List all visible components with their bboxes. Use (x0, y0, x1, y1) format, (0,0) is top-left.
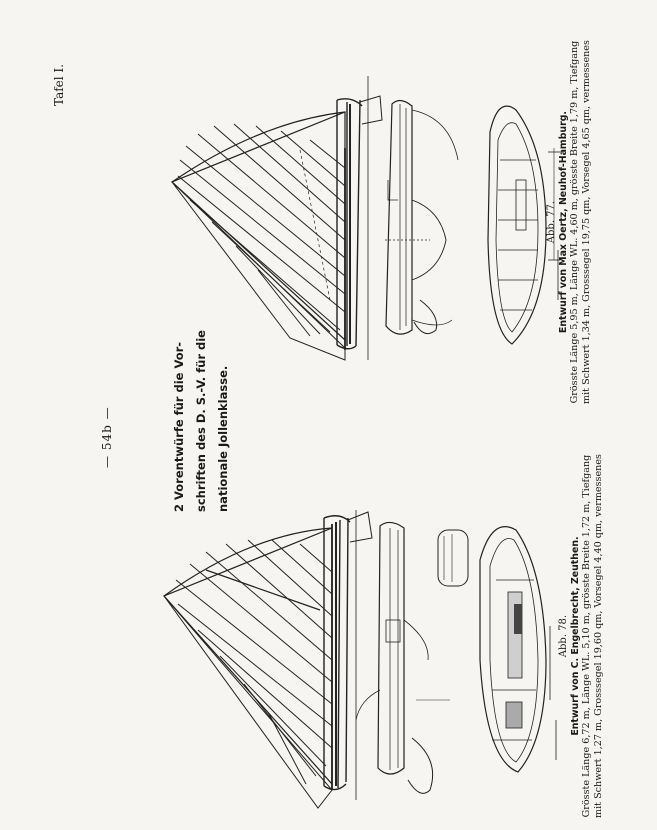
plate-label: Tafel I. (52, 64, 66, 106)
lines-plan-78 (356, 522, 468, 793)
page-number: — 54b — (100, 406, 114, 468)
heading-line-1: 2 Vorentwürfe für die Vor- (172, 341, 186, 512)
caption-78-specs-2: mit Schwert 1,27 m, Grosssegel 19,60 qm, Vorsegel 4,40 qm, vermessenes (592, 454, 604, 818)
caption-77-specs-1: Grösste Länge 5,95 m, Länge WL. 4,60 m, grösste Breite 1,79 m, Tiefgang (569, 40, 580, 404)
caption-77-title: Abb. 77. (546, 200, 557, 244)
caption-77-specs-2: mit Schwert 1,34 m, Grosssegel 19,75 qm, Vorsegel 4,65 qm, vermessenes (580, 40, 592, 404)
caption-abb-77 (546, 40, 592, 404)
sail-plan-77 (172, 76, 382, 360)
lines-plan-77 (385, 100, 458, 334)
sail-plan-78 (164, 510, 372, 808)
heading-line-2: schriften des D. S.-V. für die (194, 330, 208, 512)
caption-78-author: Entwurf von C. Engelbrecht, Zeuthen. (569, 536, 581, 736)
caption-78-specs-1: Grösste Länge 6,72 m, Länge WL. 5,10 m, grösste Breite 1,72 m, Tiefgang (581, 454, 592, 818)
heading-line-3: nationale Jollenklasse. (216, 365, 230, 512)
deck-plan-78 (480, 527, 550, 772)
caption-78-title: Abb. 78. (558, 614, 569, 658)
caption-77-author: Entwurf von Max Oertz, Neuhof-Hamburg. (557, 111, 569, 334)
caption-abb-78 (558, 454, 604, 818)
